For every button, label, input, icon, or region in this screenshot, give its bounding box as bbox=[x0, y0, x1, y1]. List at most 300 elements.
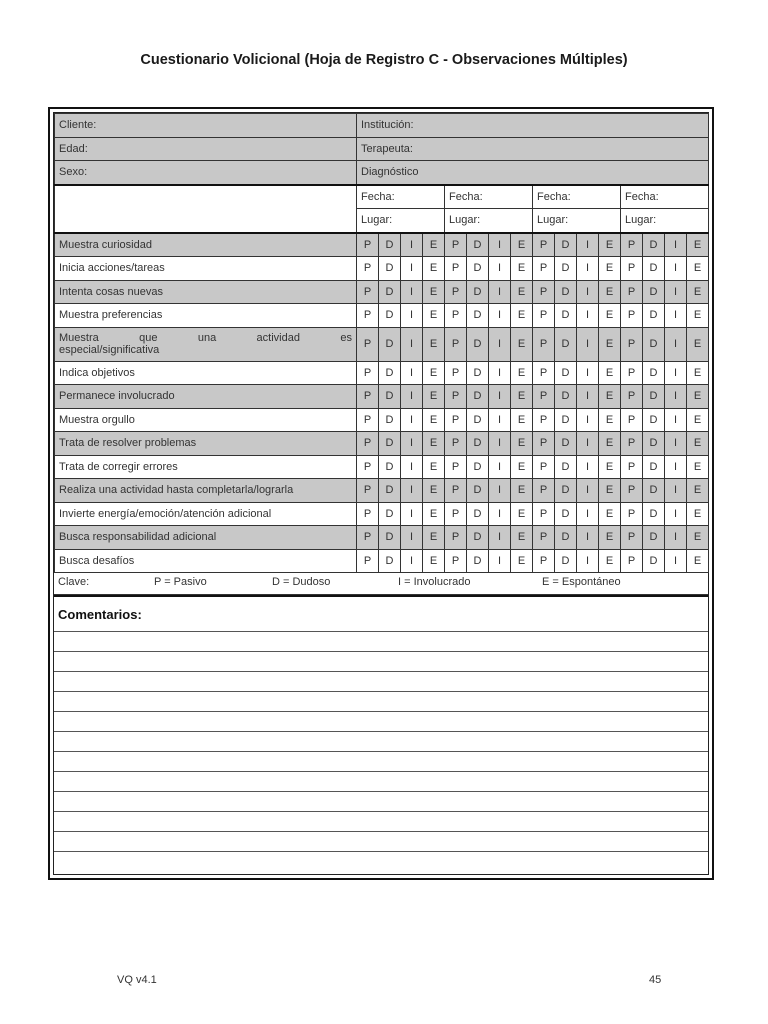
rating-option-d[interactable]: D bbox=[467, 549, 489, 573]
rating-option-e[interactable]: E bbox=[423, 233, 445, 257]
rating-option-i[interactable]: I bbox=[401, 455, 423, 479]
lugar-field-1[interactable]: Lugar: bbox=[357, 209, 445, 233]
rating-option-p[interactable]: P bbox=[533, 361, 555, 385]
rating-option-e[interactable]: E bbox=[511, 385, 533, 409]
comment-line bbox=[54, 651, 708, 652]
rating-option-i[interactable]: I bbox=[577, 549, 599, 573]
item-label-word: Muestra bbox=[59, 332, 99, 344]
rating-option-e[interactable]: E bbox=[599, 304, 621, 328]
rating-option-e[interactable]: E bbox=[511, 361, 533, 385]
rating-option-p[interactable]: P bbox=[533, 549, 555, 573]
rating-option-i[interactable]: I bbox=[401, 257, 423, 281]
clave-d: D = Dudoso bbox=[272, 576, 331, 588]
rating-option-i[interactable]: I bbox=[489, 361, 511, 385]
rating-option-p[interactable]: P bbox=[357, 233, 379, 257]
rating-option-d[interactable]: D bbox=[379, 385, 401, 409]
rating-option-d[interactable]: D bbox=[643, 257, 665, 281]
rating-option-e[interactable]: E bbox=[687, 502, 709, 526]
item-row bbox=[55, 549, 709, 573]
rating-option-p[interactable]: P bbox=[357, 549, 379, 573]
fecha-field-4[interactable]: Fecha: bbox=[621, 185, 709, 209]
rating-option-i[interactable]: I bbox=[401, 549, 423, 573]
rating-option-d[interactable]: D bbox=[643, 455, 665, 479]
rating-option-i[interactable]: I bbox=[401, 502, 423, 526]
rating-option-e[interactable]: E bbox=[423, 327, 445, 361]
item-row bbox=[55, 327, 709, 361]
fecha-field-3[interactable]: Fecha: bbox=[533, 185, 621, 209]
rating-option-i[interactable]: I bbox=[577, 455, 599, 479]
rating-option-i[interactable]: I bbox=[577, 502, 599, 526]
rating-option-e[interactable]: E bbox=[511, 432, 533, 456]
rating-option-e[interactable]: E bbox=[423, 479, 445, 503]
sexo-field[interactable]: Sexo: bbox=[55, 161, 357, 185]
rating-option-i[interactable]: I bbox=[665, 327, 687, 361]
rating-option-e[interactable]: E bbox=[599, 479, 621, 503]
rating-option-p[interactable]: P bbox=[621, 549, 643, 573]
rating-option-d[interactable]: D bbox=[467, 479, 489, 503]
item-row bbox=[55, 361, 709, 385]
rating-option-p[interactable]: P bbox=[445, 385, 467, 409]
volitional-table bbox=[54, 113, 709, 573]
rating-option-i[interactable]: I bbox=[665, 385, 687, 409]
form-frame bbox=[48, 107, 714, 880]
rating-option-p[interactable]: P bbox=[533, 257, 555, 281]
rating-option-p[interactable]: P bbox=[533, 385, 555, 409]
rating-option-i[interactable]: I bbox=[665, 526, 687, 550]
rating-option-i[interactable]: I bbox=[489, 257, 511, 281]
rating-option-i[interactable]: I bbox=[665, 304, 687, 328]
rating-option-e[interactable]: E bbox=[423, 549, 445, 573]
rating-option-i[interactable]: I bbox=[665, 455, 687, 479]
rating-option-d[interactable]: D bbox=[555, 479, 577, 503]
rating-option-i[interactable]: I bbox=[577, 479, 599, 503]
rating-option-d[interactable]: D bbox=[467, 361, 489, 385]
item-label: Permanece involucrado bbox=[55, 385, 357, 409]
rating-option-e[interactable]: E bbox=[423, 257, 445, 281]
item-label: Muestra orgullo bbox=[55, 408, 357, 432]
rating-option-e[interactable]: E bbox=[423, 280, 445, 304]
rating-option-i[interactable]: I bbox=[577, 233, 599, 257]
rating-option-e[interactable]: E bbox=[423, 361, 445, 385]
rating-option-d[interactable]: D bbox=[643, 408, 665, 432]
rating-option-p[interactable]: P bbox=[357, 327, 379, 361]
rating-option-i[interactable]: I bbox=[489, 549, 511, 573]
rating-option-e[interactable]: E bbox=[423, 385, 445, 409]
rating-option-p[interactable]: P bbox=[621, 385, 643, 409]
clave-i: I = Involucrado bbox=[398, 576, 471, 588]
item-label-word: una bbox=[197, 332, 217, 344]
rating-option-e[interactable]: E bbox=[687, 479, 709, 503]
rating-option-e[interactable]: E bbox=[599, 549, 621, 573]
rating-option-d[interactable]: D bbox=[555, 455, 577, 479]
rating-option-p[interactable]: P bbox=[621, 361, 643, 385]
rating-option-d[interactable]: D bbox=[643, 432, 665, 456]
rating-option-e[interactable]: E bbox=[687, 408, 709, 432]
comment-line bbox=[54, 671, 708, 672]
lugar-field-2[interactable]: Lugar: bbox=[445, 209, 533, 233]
rating-option-d[interactable]: D bbox=[379, 549, 401, 573]
rating-option-e[interactable]: E bbox=[687, 549, 709, 573]
rating-option-e[interactable]: E bbox=[423, 502, 445, 526]
rating-option-d[interactable]: D bbox=[643, 304, 665, 328]
rating-option-e[interactable]: E bbox=[687, 526, 709, 550]
item-row bbox=[55, 304, 709, 328]
rating-option-i[interactable]: I bbox=[665, 257, 687, 281]
rating-option-d[interactable]: D bbox=[555, 304, 577, 328]
diagnostico-field[interactable]: Diagnóstico bbox=[357, 161, 709, 185]
rating-option-d[interactable]: D bbox=[467, 432, 489, 456]
form-inner bbox=[53, 112, 709, 875]
rating-option-d[interactable]: D bbox=[643, 526, 665, 550]
rating-option-p[interactable]: P bbox=[445, 408, 467, 432]
rating-option-i[interactable]: I bbox=[577, 257, 599, 281]
clave-e: E = Espontáneo bbox=[542, 576, 621, 588]
rating-option-i[interactable]: I bbox=[401, 479, 423, 503]
rating-option-i[interactable]: I bbox=[577, 408, 599, 432]
rating-option-d[interactable]: D bbox=[379, 361, 401, 385]
blank-header-cell bbox=[55, 185, 357, 233]
terapeuta-field[interactable]: Terapeuta: bbox=[357, 137, 709, 161]
item-label: Busca responsabilidad adicional bbox=[55, 526, 357, 550]
institucion-field[interactable]: Institución: bbox=[357, 114, 709, 138]
rating-option-d[interactable]: D bbox=[467, 304, 489, 328]
item-label: Intenta cosas nuevas bbox=[55, 280, 357, 304]
rating-option-i[interactable]: I bbox=[577, 385, 599, 409]
rating-option-i[interactable]: I bbox=[577, 304, 599, 328]
rating-option-p[interactable]: P bbox=[533, 233, 555, 257]
rating-option-i[interactable]: I bbox=[401, 408, 423, 432]
rating-option-e[interactable]: E bbox=[687, 385, 709, 409]
rating-option-d[interactable]: D bbox=[555, 502, 577, 526]
rating-option-p[interactable]: P bbox=[357, 432, 379, 456]
rating-option-d[interactable]: D bbox=[555, 408, 577, 432]
rating-option-p[interactable]: P bbox=[621, 455, 643, 479]
rating-option-d[interactable]: D bbox=[555, 526, 577, 550]
rating-option-e[interactable]: E bbox=[687, 257, 709, 281]
rating-option-i[interactable]: I bbox=[489, 304, 511, 328]
rating-option-p[interactable]: P bbox=[445, 233, 467, 257]
fecha-field-2[interactable]: Fecha: bbox=[445, 185, 533, 209]
rating-option-p[interactable]: P bbox=[533, 408, 555, 432]
rating-option-e[interactable]: E bbox=[687, 304, 709, 328]
rating-option-p[interactable]: P bbox=[533, 280, 555, 304]
item-label-word: que bbox=[139, 332, 158, 344]
rating-option-i[interactable]: I bbox=[665, 549, 687, 573]
rating-option-p[interactable]: P bbox=[357, 361, 379, 385]
rating-option-d[interactable]: D bbox=[467, 233, 489, 257]
rating-option-e[interactable]: E bbox=[423, 432, 445, 456]
rating-option-p[interactable]: P bbox=[445, 304, 467, 328]
rating-option-p[interactable]: P bbox=[445, 502, 467, 526]
rating-option-i[interactable]: I bbox=[489, 280, 511, 304]
rating-option-d[interactable]: D bbox=[467, 408, 489, 432]
item-label: Muestra preferencias bbox=[55, 304, 357, 328]
item-row bbox=[55, 385, 709, 409]
item-label: Indica objetivos bbox=[55, 361, 357, 385]
rating-option-i[interactable]: I bbox=[401, 385, 423, 409]
rating-option-e[interactable]: E bbox=[599, 280, 621, 304]
rating-option-e[interactable]: E bbox=[511, 455, 533, 479]
lugar-field-3[interactable]: Lugar: bbox=[533, 209, 621, 233]
rating-option-p[interactable]: P bbox=[357, 257, 379, 281]
rating-option-i[interactable]: I bbox=[665, 502, 687, 526]
rating-option-i[interactable]: I bbox=[665, 280, 687, 304]
rating-option-e[interactable]: E bbox=[599, 361, 621, 385]
rating-option-e[interactable]: E bbox=[511, 526, 533, 550]
comment-line bbox=[54, 771, 708, 772]
rating-option-p[interactable]: P bbox=[357, 502, 379, 526]
rating-option-d[interactable]: D bbox=[467, 280, 489, 304]
rating-option-p[interactable]: P bbox=[621, 257, 643, 281]
rating-option-p[interactable]: P bbox=[533, 502, 555, 526]
edad-field[interactable]: Edad: bbox=[55, 137, 357, 161]
item-label-word: es bbox=[340, 332, 352, 344]
rating-option-e[interactable]: E bbox=[599, 408, 621, 432]
rating-option-e[interactable]: E bbox=[687, 280, 709, 304]
rating-option-d[interactable]: D bbox=[643, 361, 665, 385]
rating-option-d[interactable]: D bbox=[643, 479, 665, 503]
rating-option-p[interactable]: P bbox=[621, 327, 643, 361]
rating-option-i[interactable]: I bbox=[577, 526, 599, 550]
rating-option-p[interactable]: P bbox=[533, 455, 555, 479]
comment-line bbox=[54, 711, 708, 712]
cliente-field[interactable]: Cliente: bbox=[55, 114, 357, 138]
rating-option-p[interactable]: P bbox=[445, 361, 467, 385]
rating-option-e[interactable]: E bbox=[423, 408, 445, 432]
rating-option-d[interactable]: D bbox=[555, 327, 577, 361]
rating-option-e[interactable]: E bbox=[511, 408, 533, 432]
rating-option-d[interactable]: D bbox=[643, 502, 665, 526]
rating-option-i[interactable]: I bbox=[401, 361, 423, 385]
rating-option-d[interactable]: D bbox=[467, 257, 489, 281]
rating-option-p[interactable]: P bbox=[621, 408, 643, 432]
rating-option-d[interactable]: D bbox=[379, 327, 401, 361]
rating-option-p[interactable]: P bbox=[445, 549, 467, 573]
item-label: Invierte energía/emoción/atención adicional bbox=[55, 502, 357, 526]
rating-option-i[interactable]: I bbox=[489, 385, 511, 409]
rating-option-e[interactable]: E bbox=[511, 257, 533, 281]
rating-option-e[interactable]: E bbox=[511, 304, 533, 328]
lugar-field-4[interactable]: Lugar: bbox=[621, 209, 709, 233]
rating-option-d[interactable]: D bbox=[555, 257, 577, 281]
rating-option-i[interactable]: I bbox=[489, 526, 511, 550]
rating-option-p[interactable]: P bbox=[533, 526, 555, 550]
rating-option-i[interactable]: I bbox=[401, 526, 423, 550]
rating-option-e[interactable]: E bbox=[687, 233, 709, 257]
item-row bbox=[55, 526, 709, 550]
rating-option-e[interactable]: E bbox=[423, 526, 445, 550]
rating-option-d[interactable]: D bbox=[555, 549, 577, 573]
rating-option-e[interactable]: E bbox=[599, 455, 621, 479]
rating-option-p[interactable]: P bbox=[357, 280, 379, 304]
rating-option-p[interactable]: P bbox=[445, 479, 467, 503]
item-row bbox=[55, 408, 709, 432]
rating-option-i[interactable]: I bbox=[489, 432, 511, 456]
rating-option-e[interactable]: E bbox=[599, 327, 621, 361]
comment-line bbox=[54, 731, 708, 732]
rating-option-d[interactable]: D bbox=[379, 526, 401, 550]
rating-option-i[interactable]: I bbox=[489, 408, 511, 432]
rating-option-i[interactable]: I bbox=[665, 408, 687, 432]
item-label: Trata de corregir errores bbox=[55, 455, 357, 479]
rating-option-p[interactable]: P bbox=[445, 455, 467, 479]
item-row bbox=[55, 432, 709, 456]
rating-option-d[interactable]: D bbox=[379, 502, 401, 526]
rating-option-i[interactable]: I bbox=[489, 455, 511, 479]
item-row bbox=[55, 280, 709, 304]
rating-option-p[interactable]: P bbox=[621, 304, 643, 328]
rating-option-d[interactable]: D bbox=[467, 385, 489, 409]
item-label: Realiza una actividad hasta completarla/lograrla bbox=[55, 479, 357, 503]
rating-option-i[interactable]: I bbox=[577, 280, 599, 304]
comment-line bbox=[54, 811, 708, 812]
item-row bbox=[55, 233, 709, 257]
rating-option-p[interactable]: P bbox=[357, 385, 379, 409]
rating-option-e[interactable]: E bbox=[599, 233, 621, 257]
rating-option-e[interactable]: E bbox=[599, 502, 621, 526]
item-row bbox=[55, 455, 709, 479]
clave-p: P = Pasivo bbox=[154, 576, 207, 588]
item-row bbox=[55, 257, 709, 281]
rating-option-e[interactable]: E bbox=[511, 502, 533, 526]
rating-option-e[interactable]: E bbox=[599, 385, 621, 409]
rating-option-e[interactable]: E bbox=[687, 455, 709, 479]
footer-version: VQ v4.1 bbox=[117, 974, 157, 986]
rating-option-i[interactable]: I bbox=[665, 361, 687, 385]
rating-option-i[interactable]: I bbox=[489, 502, 511, 526]
page-title: Cuestionario Volicional (Hoja de Registro C - Observaciones Múltiples) bbox=[140, 52, 628, 68]
rating-option-p[interactable]: P bbox=[533, 479, 555, 503]
rating-option-i[interactable]: I bbox=[665, 432, 687, 456]
rating-option-i[interactable]: I bbox=[401, 233, 423, 257]
rating-option-e[interactable]: E bbox=[687, 432, 709, 456]
rating-option-e[interactable]: E bbox=[511, 549, 533, 573]
rating-option-d[interactable]: D bbox=[467, 327, 489, 361]
rating-option-i[interactable]: I bbox=[577, 327, 599, 361]
rating-option-p[interactable]: P bbox=[445, 257, 467, 281]
item-label: Inicia acciones/tareas bbox=[55, 257, 357, 281]
rating-option-d[interactable]: D bbox=[379, 257, 401, 281]
comments-section[interactable] bbox=[54, 595, 708, 867]
rating-option-e[interactable]: E bbox=[511, 479, 533, 503]
rating-option-e[interactable]: E bbox=[687, 327, 709, 361]
item-row bbox=[55, 502, 709, 526]
rating-option-i[interactable]: I bbox=[489, 327, 511, 361]
rating-option-i[interactable]: I bbox=[577, 432, 599, 456]
rating-option-d[interactable]: D bbox=[643, 233, 665, 257]
rating-option-p[interactable]: P bbox=[621, 502, 643, 526]
item-label-word: actividad bbox=[256, 332, 300, 344]
rating-option-p[interactable]: P bbox=[533, 432, 555, 456]
rating-option-p[interactable]: P bbox=[357, 455, 379, 479]
rating-option-e[interactable]: E bbox=[423, 455, 445, 479]
rating-option-e[interactable]: E bbox=[599, 432, 621, 456]
rating-option-i[interactable]: I bbox=[401, 280, 423, 304]
rating-option-d[interactable]: D bbox=[555, 432, 577, 456]
rating-option-p[interactable]: P bbox=[621, 233, 643, 257]
rating-option-e[interactable]: E bbox=[687, 361, 709, 385]
rating-option-d[interactable]: D bbox=[379, 233, 401, 257]
rating-option-p[interactable]: P bbox=[357, 479, 379, 503]
clave-label: Clave: bbox=[58, 576, 90, 588]
rating-option-d[interactable]: D bbox=[467, 526, 489, 550]
rating-option-d[interactable]: D bbox=[643, 549, 665, 573]
rating-option-i[interactable]: I bbox=[489, 479, 511, 503]
item-row bbox=[55, 479, 709, 503]
rating-option-d[interactable]: D bbox=[379, 479, 401, 503]
rating-option-d[interactable]: D bbox=[643, 385, 665, 409]
rating-option-e[interactable]: E bbox=[511, 280, 533, 304]
rating-option-p[interactable]: P bbox=[357, 304, 379, 328]
footer-page-number: 45 bbox=[649, 974, 662, 986]
rating-option-d[interactable]: D bbox=[379, 408, 401, 432]
rating-option-d[interactable]: D bbox=[643, 327, 665, 361]
rating-option-d[interactable]: D bbox=[555, 361, 577, 385]
rating-option-d[interactable]: D bbox=[379, 432, 401, 456]
rating-option-e[interactable]: E bbox=[511, 327, 533, 361]
rating-option-i[interactable]: I bbox=[665, 479, 687, 503]
rating-option-i[interactable]: I bbox=[401, 327, 423, 361]
item-label: Trata de resolver problemas bbox=[55, 432, 357, 456]
rating-option-d[interactable]: D bbox=[555, 280, 577, 304]
rating-option-p[interactable]: P bbox=[621, 479, 643, 503]
comment-line bbox=[54, 791, 708, 792]
rating-option-d[interactable]: D bbox=[467, 502, 489, 526]
clave-row bbox=[54, 573, 708, 595]
rating-option-p[interactable]: P bbox=[621, 280, 643, 304]
rating-option-p[interactable]: P bbox=[445, 327, 467, 361]
rating-option-d[interactable]: D bbox=[555, 233, 577, 257]
rating-option-e[interactable]: E bbox=[599, 526, 621, 550]
comment-line bbox=[54, 691, 708, 692]
rating-option-p[interactable]: P bbox=[533, 304, 555, 328]
comment-line bbox=[54, 851, 708, 852]
item-label: Busca desafíos bbox=[55, 549, 357, 573]
rating-option-p[interactable]: P bbox=[357, 526, 379, 550]
rating-option-p[interactable]: P bbox=[445, 280, 467, 304]
comment-line bbox=[54, 631, 708, 632]
rating-option-e[interactable]: E bbox=[511, 233, 533, 257]
rating-option-d[interactable]: D bbox=[379, 455, 401, 479]
rating-option-p[interactable]: P bbox=[445, 526, 467, 550]
comments-title: Comentarios: bbox=[58, 607, 142, 622]
rating-option-p[interactable]: P bbox=[357, 408, 379, 432]
rating-option-d[interactable]: D bbox=[643, 280, 665, 304]
rating-option-d[interactable]: D bbox=[379, 304, 401, 328]
rating-option-p[interactable]: P bbox=[621, 432, 643, 456]
rating-option-i[interactable]: I bbox=[401, 432, 423, 456]
rating-option-i[interactable]: I bbox=[577, 361, 599, 385]
rating-option-i[interactable]: I bbox=[665, 233, 687, 257]
rating-option-p[interactable]: P bbox=[445, 432, 467, 456]
rating-option-d[interactable]: D bbox=[379, 280, 401, 304]
item-label-line-2: especial/significativa bbox=[59, 344, 160, 356]
rating-option-p[interactable]: P bbox=[533, 327, 555, 361]
rating-option-d[interactable]: D bbox=[467, 455, 489, 479]
rating-option-e[interactable]: E bbox=[599, 257, 621, 281]
item-label-line-1 bbox=[59, 332, 352, 344]
rating-option-p[interactable]: P bbox=[621, 526, 643, 550]
rating-option-i[interactable]: I bbox=[401, 304, 423, 328]
comment-line bbox=[54, 831, 708, 832]
rating-option-d[interactable]: D bbox=[555, 385, 577, 409]
rating-option-i[interactable]: I bbox=[489, 233, 511, 257]
fecha-field-1[interactable]: Fecha: bbox=[357, 185, 445, 209]
comment-line bbox=[54, 751, 708, 752]
item-label bbox=[55, 327, 357, 361]
item-label: Muestra curiosidad bbox=[55, 233, 357, 257]
rating-option-e[interactable]: E bbox=[423, 304, 445, 328]
